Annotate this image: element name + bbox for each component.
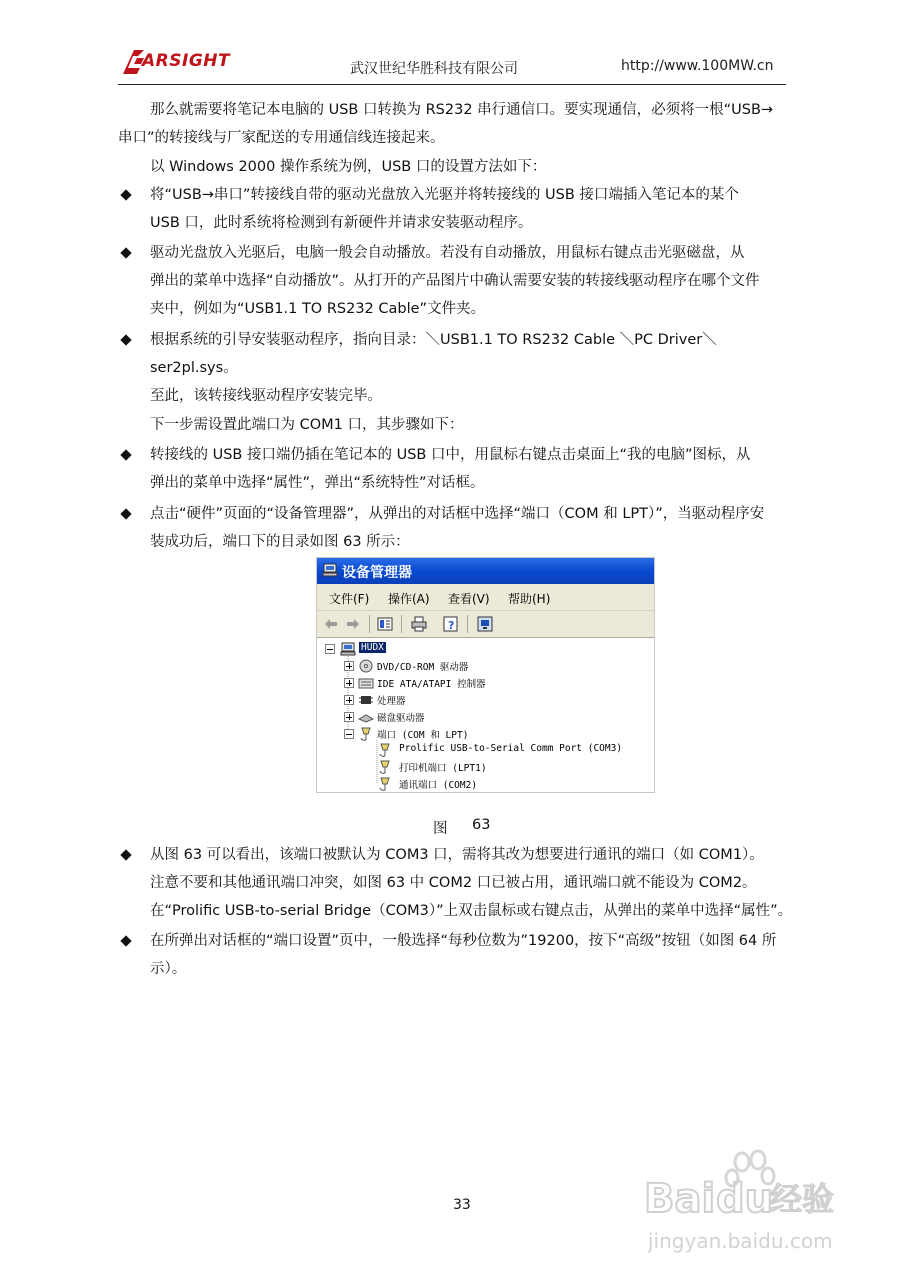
page-number: 33 <box>453 1197 471 1213</box>
computer-icon <box>322 563 338 577</box>
svg-text:经验: 经验 <box>770 1180 835 1218</box>
expand-icon[interactable] <box>344 678 354 688</box>
tree-item[interactable] <box>344 692 644 708</box>
cd-drive-icon <box>358 658 374 674</box>
disk-drive-icon <box>358 709 374 725</box>
bullet-line: 注意不要和其他通讯端口冲突，如图 63 中 COM2 口已被占用，通讯端口就不能设为 COM2。 <box>150 875 757 891</box>
device-manager-screenshot <box>316 557 655 793</box>
logo-text: ARSIGHT <box>142 51 231 71</box>
expand-icon[interactable] <box>344 695 354 705</box>
svg-text:du: du <box>716 1176 774 1222</box>
device-tree <box>317 638 654 792</box>
back-arrow-icon[interactable] <box>323 616 339 632</box>
tree-item-label: 磁盘驱动器 <box>377 713 425 724</box>
collapse-icon[interactable] <box>325 644 335 654</box>
ide-controller-icon <box>358 675 374 691</box>
tree-root[interactable] <box>325 641 645 657</box>
tree-item-label: 处理器 <box>377 696 406 707</box>
collapse-icon[interactable] <box>344 729 354 739</box>
bullet-line: 在所弹出对话框的“端口设置”页中，一般选择“每秒位数为”19200，按下“高级”按钮（如图 64 所 <box>150 933 777 949</box>
paragraph-line: 串口”的转接线与厂家配送的专用通信线连接起来。 <box>118 130 445 146</box>
toolbar <box>317 611 654 638</box>
expand-icon[interactable] <box>344 661 354 671</box>
properties-icon[interactable] <box>377 616 393 632</box>
scan-hardware-icon[interactable] <box>477 616 493 632</box>
menu-action[interactable]: 操作(A) <box>388 592 430 606</box>
tree-child[interactable] <box>377 776 652 792</box>
company-name: 武汉世纪华胜科技有限公司 <box>350 61 518 77</box>
bullet-line: ser2pl.sys。 <box>150 360 238 376</box>
bullet-icon <box>120 247 131 258</box>
bullet-line: 将“USB→串口”转接线自带的驱动光盘放入光驱并将转接线的 USB 接口端插入笔记本的某个 <box>150 187 739 203</box>
bullet-line: 点击“硬件”页面的“设备管理器”，从弹出的对话框中选择“端口（COM 和 LPT）”，当驱动程序安 <box>150 506 765 522</box>
port-connector-icon <box>377 776 393 792</box>
bullet-line: 弹出的菜单中选择“自动播放”。从打开的产品图片中确认需要安装的转接线驱动程序在哪个文件 <box>150 273 760 289</box>
help-icon[interactable] <box>443 616 459 632</box>
paragraph-line: 至此，该转接线驱动程序安装完毕。 <box>150 388 382 404</box>
expand-icon[interactable] <box>344 712 354 722</box>
bullet-icon <box>120 449 131 460</box>
bullet-line: 根据系统的引导安装驱动程序，指向目录：＼USB1.1 TO RS232 Cable ＼PC Driver＼ <box>150 332 717 348</box>
menu-file[interactable]: 文件(F) <box>329 592 370 606</box>
paragraph-line: 那么就需要将笔记本电脑的 USB 口转换为 RS232 串行通信口。要实现通信，必须将一根“USB→ <box>150 102 774 118</box>
bullet-line: 夹中，例如为“USB1.1 TO RS232 Cable”文件夹。 <box>150 301 486 317</box>
port-connector-icon <box>377 742 393 758</box>
tree-item-label: 端口 (COM 和 LPT) <box>377 730 469 741</box>
computer-icon <box>340 641 356 657</box>
bullet-line: 示）。 <box>150 961 187 977</box>
company-url: http://www.100MW.cn <box>621 58 774 74</box>
menu-bar <box>317 584 654 611</box>
paragraph-line: 下一步需设置此端口为 COM1 口，其步骤如下： <box>150 417 464 433</box>
bullet-line: 转接线的 USB 接口端仍插在笔记本的 USB 口中，用鼠标右键点击桌面上“我的电脑”图标，从 <box>150 447 751 463</box>
forward-arrow-icon[interactable] <box>345 616 361 632</box>
bullet-icon <box>120 508 131 519</box>
bullet-line: USB 口，此时系统将检测到有新硬件并请求安装驱动程序。 <box>150 215 533 231</box>
bullet-icon <box>120 935 131 946</box>
tree-child[interactable] <box>377 742 652 758</box>
svg-text:jingyan.baidu.com: jingyan.baidu.com <box>648 1229 833 1253</box>
page-header <box>118 42 786 85</box>
bullet-icon <box>120 189 131 200</box>
baidu-jingyan-watermark <box>642 1148 852 1258</box>
tree-child-label: Prolific USB-to-Serial Comm Port (COM3) <box>399 743 623 754</box>
tree-item-label: IDE ATA/ATAPI 控制器 <box>377 679 486 690</box>
tree-child-label: 通讯端口 (COM2) <box>399 780 478 791</box>
toolbar-separator <box>467 615 468 633</box>
bullet-icon <box>120 334 131 345</box>
processor-icon <box>358 692 374 708</box>
tree-item-ports[interactable] <box>344 726 644 742</box>
figure-caption-number: 63 <box>472 817 491 833</box>
svg-text:Bai: Bai <box>644 1176 716 1222</box>
tree-child[interactable] <box>377 759 652 775</box>
tree-child-label: 打印机端口 (LPT1) <box>399 763 487 774</box>
bullet-line: 驱动光盘放入光驱后，电脑一般会自动播放。若没有自动播放，用鼠标右键点击光驱磁盘，从 <box>150 245 745 261</box>
tree-item[interactable] <box>344 658 644 674</box>
svg-text:?: ? <box>448 619 455 632</box>
bullet-line: 在“Prolific USB-to-serial Bridge（COM3）”上双击鼠标或右键点击，从弹出的菜单中选择“属性”。 <box>150 903 793 919</box>
port-connector-icon <box>377 759 393 775</box>
toolbar-separator <box>369 615 370 633</box>
bullet-icon <box>120 849 131 860</box>
bullet-line: 装成功后，端口下的目录如图 63 所示： <box>150 534 410 550</box>
toolbar-separator <box>401 615 402 633</box>
window-titlebar <box>317 558 654 584</box>
menu-help[interactable]: 帮助(H) <box>508 592 551 606</box>
paragraph-line: 以 Windows 2000 操作系统为例，USB 口的设置方法如下： <box>150 159 547 175</box>
print-icon[interactable] <box>411 616 427 632</box>
tree-item[interactable] <box>344 709 644 725</box>
tree-item-label: DVD/CD-ROM 驱动器 <box>377 662 469 673</box>
bullet-line: 弹出的菜单中选择“属性”，弹出“系统特性”对话框。 <box>150 475 485 491</box>
tree-root-label: HUDX <box>361 642 384 653</box>
port-connector-icon <box>358 726 374 742</box>
figure-caption-label: 图 <box>433 821 448 837</box>
tree-item[interactable] <box>344 675 644 691</box>
menu-view[interactable]: 查看(V) <box>448 592 490 606</box>
bullet-line: 从图 63 可以看出，该端口被默认为 COM3 口，需将其改为想要进行通讯的端口（如 COM1）。 <box>150 847 764 863</box>
window-title: 设备管理器 <box>342 565 412 581</box>
